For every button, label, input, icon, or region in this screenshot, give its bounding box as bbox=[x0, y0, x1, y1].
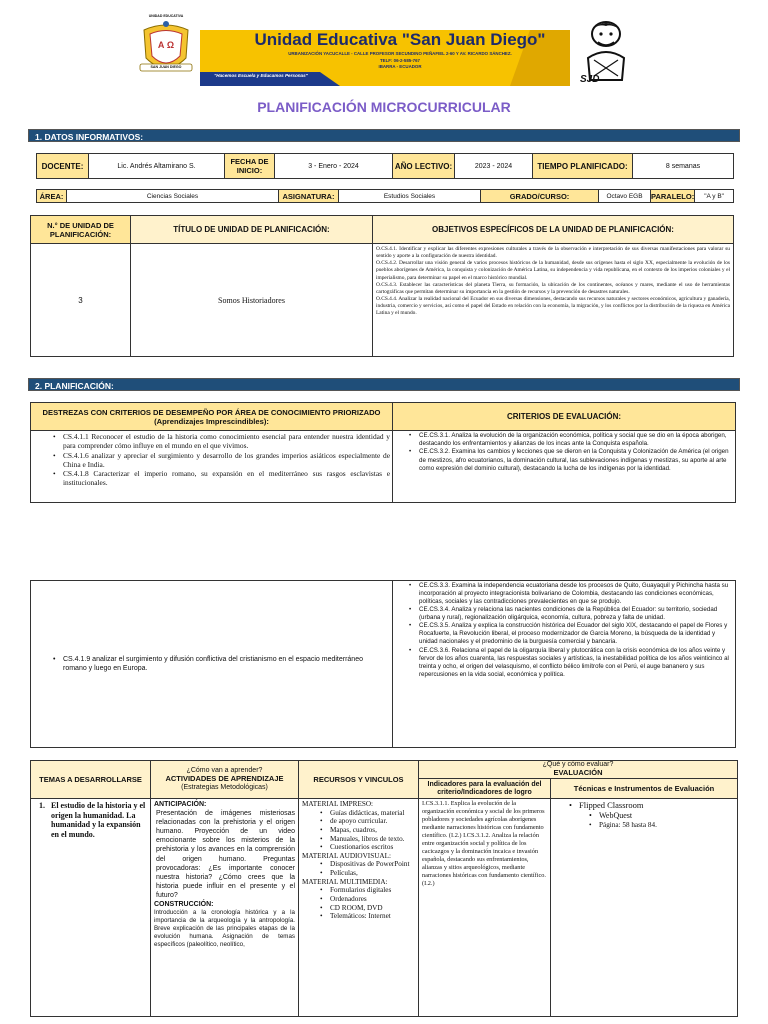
unit-number-header: N.° DE UNIDAD DE PLANIFICACIÓN: bbox=[31, 216, 131, 244]
recurso-item: • Mapas, cuadros, bbox=[318, 826, 415, 835]
recurso-item: • Películas, bbox=[318, 869, 415, 878]
phone-line: TELF: 06-2-585-767 bbox=[379, 58, 421, 63]
destreza-item: • CS.4.1.8 Caracterizar el imperio romano, su expansión en el mediterráneo sus rasgos esclavistas e institucionales. bbox=[51, 469, 390, 488]
destrezas-header: DESTREZAS CON CRITERIOS DE DESEMPEÑO POR ÁREA DE CONOCIMIENTO PRIORIZADO (Aprendizajes Imprescindibles): bbox=[31, 403, 393, 431]
recurso-item: • Telemáticos: Internet bbox=[318, 912, 415, 921]
recursos-header: RECURSOS Y VINCULOS bbox=[299, 761, 419, 799]
recurso-item: • Formularios digitales bbox=[318, 886, 415, 895]
section-2-heading: 2. PLANIFICACIÓN: bbox=[28, 378, 740, 391]
school-name: Unidad Educativa "San Juan Diego" bbox=[254, 30, 546, 49]
tecnicas-header: Técnicas e Instrumentos de Evaluación bbox=[551, 779, 738, 799]
info-table-2 bbox=[36, 189, 734, 203]
criterio-item: • CE.CS.3.6. Relaciona el papel de la oligarquía liberal y plutocrática con la crisis económica de los años veinte y fervor de los años cuarenta, las respuestas sociales y artísticas, la inestabilidad política de los años veinticinco al treinta y ocho, el origen del velasquismo, el conflicto bélico limítrofe con el Perú, el auge bananero y sus repercusiones en la vida social, económica y política. bbox=[407, 647, 731, 679]
tecnica-item: • Flipped Classroom bbox=[567, 800, 733, 811]
criterio-item: • CE.CS.3.1. Analiza la evolución de la organización económica, política y social que se dio en la época aborigen, destacando los enfrentamientos y alianzas de los incas ante la Conquista española. bbox=[407, 432, 731, 448]
destreza-item: • CS.4.1.1 Reconocer el estudio de la historia como conocimiento esencial para entender nuestra identidad y para comprender cómo influye en el mundo en el que vivimos. bbox=[51, 432, 390, 451]
unit-objectives bbox=[373, 244, 734, 357]
asignatura-value: Estudios Sociales bbox=[339, 190, 481, 203]
planning-table-continued bbox=[30, 580, 736, 748]
anio-value: 2023 - 2024 bbox=[455, 154, 533, 179]
seal-top-text: UNIDAD EDUCATIVA bbox=[148, 14, 184, 18]
tema-number: 1. bbox=[39, 801, 45, 810]
city-line: IBARRA - ECUADOR bbox=[378, 64, 422, 69]
seal-letters: Α Ω bbox=[157, 40, 175, 50]
asignatura-label: ASIGNATURA: bbox=[279, 190, 339, 203]
planning-table bbox=[30, 402, 736, 503]
tecnicas-cell bbox=[551, 799, 738, 1017]
motto: "Hacemos Escuela y Educamos Personas" bbox=[214, 73, 308, 78]
paralelo-value: "A y B" bbox=[695, 190, 734, 203]
destrezas-cell bbox=[31, 431, 393, 503]
area-label: ÁREA: bbox=[37, 190, 67, 203]
criterios-2-cell bbox=[393, 581, 736, 748]
indicadores-cell: I.CS.3.1.1. Explica la evolución de la organización económica y social de los primeros pobladores y sociedades agrícolas aborígenes mediante narraciones históricas con fundamento científico. (I.2.) I.CS.3.1.2. Analiza la relación entre organización social y política de los cacicazgos y la dominación incaica e invasión española, destacando sus enfrentamientos, alianzas y sitios arqueológicos, mediante narraciones históricas con fundamento científico. (I.2.) bbox=[419, 799, 551, 1017]
objective-item: O.CS.4.1. Identificar y explicar las diferentes expresiones culturales a través de la observación e interpretación de sus diversas manifestaciones para valorar su sentido y aporte a la configuración de nuestra identidad. bbox=[376, 246, 730, 260]
anio-label: AÑO LECTIVO: bbox=[393, 154, 455, 179]
school-seal bbox=[136, 14, 196, 80]
fecha-label: FECHA DE INICIO: bbox=[225, 154, 275, 179]
grado-value: Octavo EGB bbox=[599, 190, 651, 203]
recursos-cell bbox=[299, 799, 419, 1017]
destreza-2-cell bbox=[31, 581, 393, 748]
recurso-item: • CD ROOM, DVD bbox=[318, 904, 415, 913]
seal-bottom-text: SAN JUAN DIEGO bbox=[150, 65, 182, 69]
criterio-item: • CE.CS.3.4. Analiza y relaciona las nacientes condiciones de la República del Ecuador: su territorio, sociedad (urbana y rural), regionalización oligárquica, economía, cultura, pobreza y falta de unidad. bbox=[407, 606, 731, 622]
tiempo-label: TIEMPO PLANIFICADO: bbox=[533, 154, 633, 179]
temas-header: TEMAS A DESARROLLARSE bbox=[31, 761, 151, 799]
criterios-cell bbox=[393, 431, 736, 503]
docente-value: Lic. Andrés Altamirano S. bbox=[89, 154, 225, 179]
right-logo-text: SJD bbox=[580, 74, 600, 85]
criterio-item: • CE.CS.3.5. Analiza y explica la construcción histórica del Ecuador del siglo XIX, destacando el papel de Flores y Rocafuerte, la Revolución liberal, el proceso modernizador de García Moreno, la búsqueda de la identidad y unidad nacionales y el predominio de la burguesía comercial y bancaria. bbox=[407, 622, 731, 646]
recurso-item: • Cuestionarios escritos bbox=[318, 843, 415, 852]
recurso-item: • Dispositivas de PowerPoint bbox=[318, 860, 415, 869]
section-1-heading: 1. DATOS INFORMATIVOS: bbox=[28, 129, 740, 142]
tecnica-subitem: • Página: 58 hasta 84. bbox=[587, 821, 733, 830]
paralelo-label: PARALELO: bbox=[651, 191, 695, 201]
actividades-cell bbox=[151, 799, 299, 1017]
unit-number: 3 bbox=[31, 244, 131, 357]
tiempo-value: 8 semanas bbox=[633, 154, 734, 179]
docente-label: DOCENTE: bbox=[37, 154, 89, 179]
address-line: URBANIZACIÓN YACUCALLE - CALLE PROFESOR SECUNDINO PEÑAFIEL 2-60 Y AV. RICARDO SÁNCHEZ. bbox=[288, 51, 512, 56]
multimedia-label: MATERIAL MULTIMEDIA: bbox=[302, 877, 388, 886]
grado-label: GRADO/CURSO: bbox=[481, 190, 599, 203]
activities-table bbox=[30, 760, 738, 1017]
impreso-label: MATERIAL IMPRESO: bbox=[302, 800, 374, 808]
unit-title: Somos Historiadores bbox=[131, 244, 373, 357]
tecnica-subitem: • WebQuest bbox=[587, 811, 733, 821]
criterio-item: • CE.CS.3.3. Examina la independencia ecuatoriana desde los procesos de Quito, Guayaquil y Pichincha hasta su incorporación al proyecto integracionista bolivariano de Colombia, destacando las condiciones económicas, políticas, sociales y las contradicciones prevalecientes en que se produjo. bbox=[407, 582, 731, 606]
unit-title-header: TÍTULO DE UNIDAD DE PLANIFICACIÓN: bbox=[131, 216, 373, 244]
page-title: PLANIFICACIÓN MICROCURRICULAR bbox=[257, 99, 511, 115]
actividades-title: ACTIVIDADES DE APRENDIZAJE bbox=[165, 774, 284, 784]
como-aprender: ¿Cómo van a aprender? bbox=[186, 767, 263, 775]
criterio-item: • CE.CS.3.2. Examina los cambios y lecciones que se dieron en la Conquista y Colonización de América (el origen de mestizos, afro ecuatorianos, la dominación cultural, las sublevaciones indígenas y mestizas, su aporte al arte como expresión del dominio cultural), destacando la lucha de los indígenas por la identidad. bbox=[407, 448, 731, 473]
indicadores-header: Indicadores para la evaluación del criterio/Indicadores de logro bbox=[419, 779, 551, 799]
audiovisual-label: MATERIAL AUDIOVISUAL: bbox=[302, 851, 391, 860]
objective-item: O.CS.4.2. Desarrollar una visión general de varios procesos históricos de la humanidad, desde sus orígenes hasta el siglo XX, especialmente la evolución de los pueblos aborígenes de América, la conquista y colonización de América Latina, su independencia y vida republicana, en el contexto de los imperios coloniales y el imperialismo, para determinar su papel en el marco histórico mundial. bbox=[376, 260, 730, 281]
tema-cell bbox=[31, 799, 151, 1017]
recurso-item: • Guías didácticas, material bbox=[318, 809, 415, 818]
unit-table bbox=[30, 215, 734, 357]
evaluacion-title: EVALUACIÓN bbox=[553, 768, 603, 778]
fecha-value: 3 - Enero - 2024 bbox=[275, 154, 393, 179]
estrategias-subtitle: (Estrategias Metodológicas) bbox=[181, 783, 268, 791]
header-banner bbox=[200, 28, 580, 94]
anticipacion-text: Presentación de imágenes misteriosas relacionadas con la prehistoria y el origen humano. Proyección de un video emocionante sobre los misterios de la prehistoria y los avances en la comprensión del origen humano. Preguntas provocadoras: ¿Es importante conocer nuestra historia? ¿Cómo crees que la historia puede influir en el presente y el futuro? bbox=[156, 810, 295, 899]
tema-text: El estudio de la historia y el origen la humanidad. La humanidad y la expansión en el mundo. bbox=[51, 801, 146, 839]
construccion-text: Introducción a la cronología histórica y a la importancia de la arqueología y la antropología. Breve explicación de las principales etapas de la evolución humana. Asignación de temas específicos (paleolítico, neolítico, bbox=[154, 909, 295, 949]
evaluacion-header bbox=[419, 761, 738, 779]
objective-item: O.CS.4.3. Establecer las características del planeta Tierra, su formación, la ubicación de los continentes, océanos y mares, mediante el uso de herramientas cartográficas que permitan determinar su importancia en la gestión de recursos y la prevención de desastres naturales. bbox=[376, 281, 730, 295]
objective-item: O.CS.4.4. Analizar la realidad nacional del Ecuador en sus diversas dimensiones, destacando sus recursos naturales y sectores económicos, agricultura y ganadería, industria, comercio y servicios, así como el papel del Estado en relación con la economía, la migración, y los conflictos por la distribución de la riqueza en América Latina y el mundo. bbox=[376, 295, 730, 317]
destreza-item: • CS.4.1.9 analizar el surgimiento y difusión conflictiva del cristianismo en el espacio mediterráneo romano y luego en Europa. bbox=[51, 655, 388, 673]
area-value: Ciencias Sociales bbox=[67, 190, 279, 203]
construccion-label: CONSTRUCCIÓN: bbox=[154, 901, 214, 909]
recurso-item: • Ordenadores bbox=[318, 895, 415, 904]
recurso-item: • de apoyo curricular. bbox=[318, 817, 415, 826]
info-table-1 bbox=[36, 153, 734, 179]
recurso-item: • Manuales, libros de texto. bbox=[318, 835, 415, 844]
actividades-header bbox=[151, 761, 299, 799]
anticipacion-label: ANTICIPACIÓN: bbox=[154, 801, 207, 808]
como-evaluar: ¿Qué y cómo evaluar? bbox=[542, 761, 614, 769]
right-logo bbox=[580, 18, 632, 90]
destreza-item: • CS.4.1.6 analizar y apreciar el surgimiento y desarrollo de los grandes imperios asiáticos especialmente de China e India. bbox=[51, 451, 390, 470]
criterios-header: CRITERIOS DE EVALUACIÓN: bbox=[393, 403, 736, 431]
unit-objectives-header: OBJETIVOS ESPECÍFICOS DE LA UNIDAD DE PLANIFICACIÓN: bbox=[373, 216, 734, 244]
